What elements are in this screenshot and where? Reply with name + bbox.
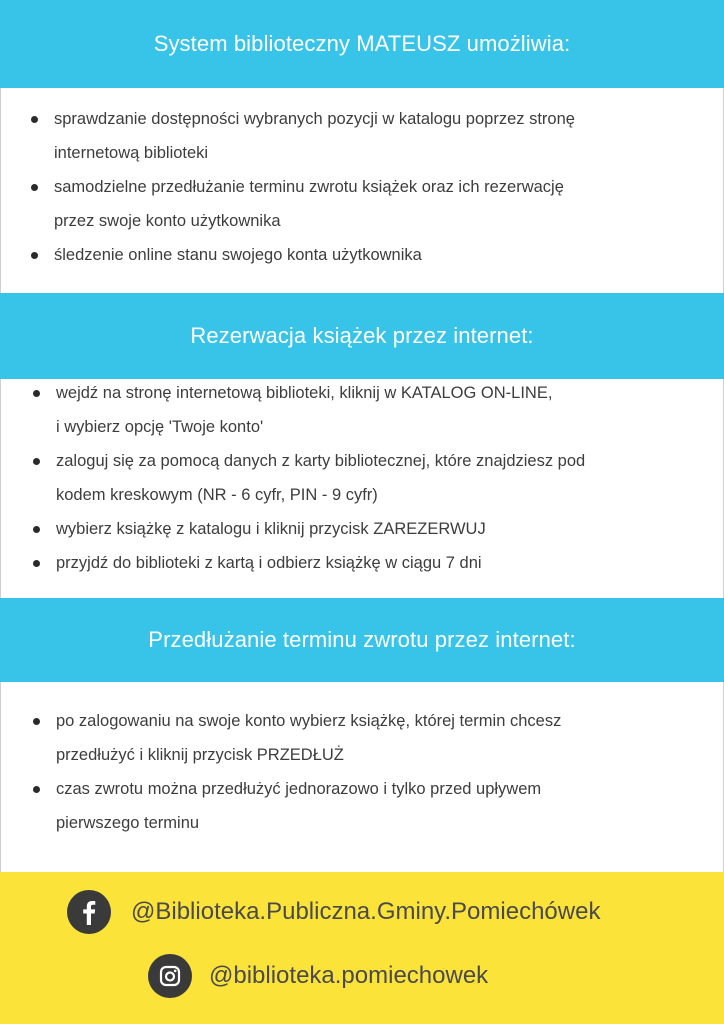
facebook-handle: @Biblioteka.Publiczna.Gminy.Pomiechówek [131, 898, 601, 925]
instagram-icon [148, 954, 192, 998]
list-item: samodzielne przedłużanie terminu zwrotu książek oraz ich rezerwację przez swoje konto użytkownika [0, 170, 724, 238]
bullet-icon [31, 116, 38, 123]
bullet-icon [33, 390, 40, 397]
facebook-icon [67, 890, 111, 934]
section-heading-text: Przedłużanie terminu zwrotu przez internet: [148, 627, 576, 652]
list-item: śledzenie online stanu swojego konta użytkownika [0, 238, 724, 272]
bullet-icon [31, 184, 38, 191]
bullet-icon [33, 718, 40, 725]
section-heading-renewal [0, 598, 724, 682]
list-item: przyjdź do biblioteki z kartą i odbierz książkę w ciągu 7 dni [0, 546, 724, 580]
bullet-icon [33, 526, 40, 533]
list-item: wejdź na stronę internetową biblioteki, kliknij w KATALOG ON-LINE, i wybierz opcję 'Twoje konto' [0, 376, 724, 444]
instagram-link[interactable] [148, 954, 488, 998]
list-item: wybierz książkę z katalogu i kliknij przycisk ZAREZERWUJ [0, 512, 724, 546]
list-item: po zalogowaniu na swoje konto wybierz książkę, której termin chcesz przedłużyć i kliknij przycisk PRZEDŁUŻ [0, 704, 724, 772]
list-item: zaloguj się za pomocą danych z karty bibliotecznej, które znajdziesz pod kodem kreskowym (NR - 6 cyfr, PIN - 9 cyfr) [0, 444, 724, 512]
list-item: sprawdzanie dostępności wybranych pozycji w katalogu poprzez stronę internetową biblioteki [0, 102, 724, 170]
section-heading-text: System biblioteczny MATEUSZ umożliwia: [153, 31, 571, 56]
list-renewal-steps [0, 704, 724, 840]
bullet-icon [33, 560, 40, 567]
bullet-icon [33, 786, 40, 793]
section-heading-mateusz [0, 0, 724, 88]
bullet-icon [31, 252, 38, 259]
list-reservation-steps [0, 376, 724, 580]
facebook-link[interactable] [67, 890, 600, 934]
section-heading-reservation [0, 293, 724, 379]
list-mateusz-features [0, 102, 724, 272]
instagram-handle: @biblioteka.pomiechowek [209, 962, 489, 989]
bullet-icon [33, 458, 40, 465]
social-footer [0, 872, 724, 1024]
section-heading-text: Rezerwacja książek przez internet: [190, 323, 534, 348]
list-item: czas zwrotu można przedłużyć jednorazowo i tylko przed upływem pierwszego terminu [0, 772, 724, 840]
